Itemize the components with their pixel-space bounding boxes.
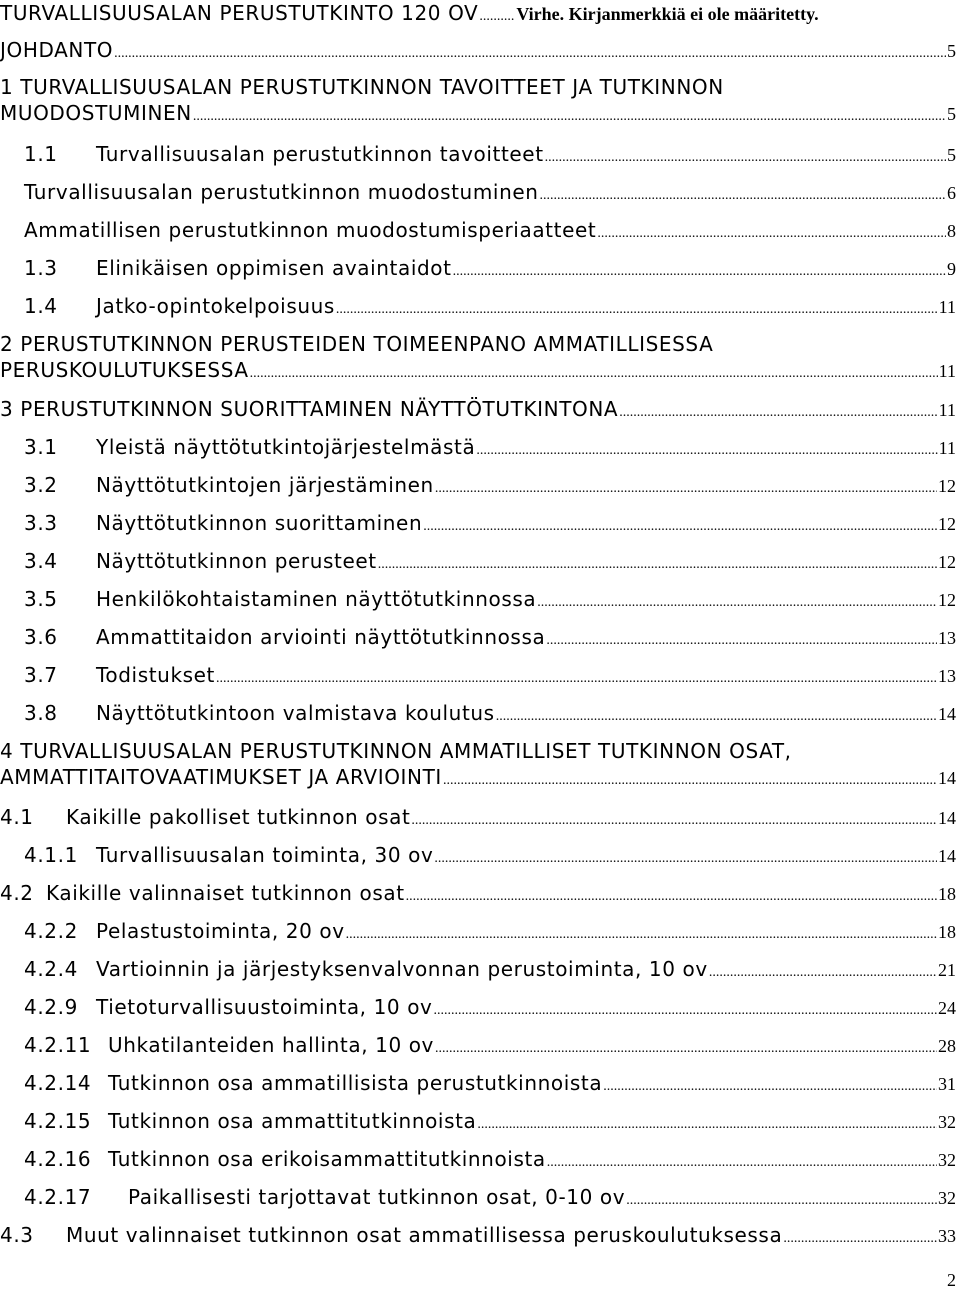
toc-entry-text: Henkilökohtaistaminen näyttötutkinnossa [96,587,537,611]
toc-entry-text: Kaikille pakolliset tutkinnon osat [66,805,411,829]
toc-entry-1[interactable] [0,74,956,126]
toc-entry-number: 4.3 [0,1223,34,1247]
toc-page-number: 13 [938,628,956,648]
toc-entry-text: Jatko-opintokelpoisuus [96,294,335,318]
toc-leader [411,808,937,834]
toc-page-number: 12 [938,552,956,572]
toc-page-number: 12 [938,476,956,496]
toc-entry-4-2-4[interactable] [24,956,956,982]
toc-entry-text: 1 TURVALLISUUSALAN PERUSTUTKINNON TAVOITTEET JA TUTKINNON [0,75,724,99]
toc-entry-4-2[interactable] [0,880,956,906]
toc-entry-number: 4.2.16 [24,1147,92,1171]
toc-entry-2[interactable] [0,331,956,383]
toc-entry-text: Todistukset [96,663,215,687]
toc-entry-number: 3.2 [24,473,58,497]
toc-entry-text: Näyttötutkintoon valmistava koulutus [96,701,495,725]
toc-page-number: 14 [938,846,956,866]
toc-page-number: 31 [938,1074,956,1094]
toc-page-number: 11 [938,438,956,458]
toc-entry-text: JOHDANTO [0,38,114,62]
toc-page-number: 32 [938,1112,956,1132]
toc-entry-number: 3.5 [24,587,58,611]
toc-leader [193,104,946,130]
toc-entry-3-5[interactable] [24,586,956,612]
toc-entry-4-2-2[interactable] [24,918,956,944]
toc-entry-4-2-16[interactable] [24,1146,956,1172]
toc-entry-text: Ammattitaidon arviointi näyttötutkinnossa [96,625,546,649]
toc-entry-text: Pelastustoiminta, 20 ov [96,919,345,943]
toc-leader [479,4,515,30]
toc-leader [453,259,946,285]
toc-entry-4-1-1[interactable] [24,842,956,868]
toc-entry-muodostuminen[interactable] [24,179,956,205]
toc-entry-4-3[interactable] [0,1222,956,1248]
toc-entry-number: 3.1 [24,435,58,459]
toc-leader [216,666,937,692]
toc-entry-3-2[interactable] [24,472,956,498]
toc-entry-johdanto[interactable] [0,37,956,63]
toc-leader [547,1150,937,1176]
toc-leader [423,514,937,540]
toc-leader [346,922,937,948]
toc-entry-text: TURVALLISUUSALAN PERUSTUTKINTO 120 OV [0,1,479,25]
toc-page-number: 18 [938,884,956,904]
toc-entry-4-2-14[interactable] [24,1070,956,1096]
toc-entry-number: 4.2.15 [24,1109,92,1133]
toc-entry-3-8[interactable] [24,700,956,726]
toc-entry-text: Turvallisuusalan toiminta, 30 ov [96,843,434,867]
toc-entry-text: Muut valinnaiset tutkinnon osat ammatillisessa peruskoulutuksessa [66,1223,783,1247]
toc-entry-3[interactable] [0,396,956,422]
toc-entry-4-2-11[interactable] [24,1032,956,1058]
toc-entry-number: 1.3 [24,256,58,280]
toc-entry-3-7[interactable] [24,662,956,688]
toc-entry-text-continued: MUODOSTUMINEN [0,101,192,125]
toc-entry-text: Kaikille valinnaiset tutkinnon osat [46,881,405,905]
toc-leader [603,1074,937,1100]
toc-leader [537,590,937,616]
toc-error-message: Virhe. Kirjanmerkkiä ei ole määritetty. [516,4,819,24]
toc-page-number: 14 [938,768,956,788]
toc-leader [114,41,946,67]
toc-page-number: 12 [938,514,956,534]
toc-page-number: 9 [947,259,956,279]
toc-entry-4-2-15[interactable] [24,1108,956,1134]
toc-entry-number: 3.8 [24,701,58,725]
toc-entry-number: 4.2 [0,881,34,905]
toc-page-number: 28 [938,1036,956,1056]
toc-page-number: 12 [938,590,956,610]
toc-entry-text: 4 TURVALLISUUSALAN PERUSTUTKINNON AMMATILLISET TUTKINNON OSAT, [0,739,792,763]
toc-entry-number: 4.1 [0,805,34,829]
toc-entry-number: 3.6 [24,625,58,649]
toc-entry-4-2-9[interactable] [24,994,956,1020]
toc-page-number: 14 [938,704,956,724]
toc-entry-1-3[interactable] [24,255,956,281]
toc-page-number: 33 [938,1226,956,1246]
toc-leader [783,1226,937,1252]
toc-entry-number: 1.1 [24,142,58,166]
toc-page-number: 14 [938,808,956,828]
toc-page-number: 8 [947,221,956,241]
toc-entry-4-2-17[interactable] [24,1184,956,1210]
toc-entry-text: Uhkatilanteiden hallinta, 10 ov [108,1033,434,1057]
toc-page-number: 11 [938,297,956,317]
toc-leader [477,1112,937,1138]
page-number: 2 [947,1270,956,1290]
toc-entry-4-1[interactable] [0,804,956,830]
toc-leader [336,297,938,323]
toc-leader [546,628,937,654]
toc-page-number: 32 [938,1188,956,1208]
toc-leader [540,183,946,209]
toc-page-number: 6 [947,183,956,203]
toc-entry-text: Tutkinnon osa ammattitutkinnoista [108,1109,477,1133]
toc-entry-text: Turvallisuusalan perustutkinnon tavoitteet [96,142,544,166]
toc-entry-number: 4.1.1 [24,843,78,867]
toc-page-number: 5 [947,41,956,61]
toc-page-number: 21 [938,960,956,980]
toc-entry-3-6[interactable] [24,624,956,650]
toc-entry-text: Elinikäisen oppimisen avaintaidot [96,256,452,280]
toc-leader [433,998,937,1024]
toc-entry-text: 2 PERUSTUTKINNON PERUSTEIDEN TOIMEENPANO AMMATILLISESSA [0,332,714,356]
toc-entry-text: Tutkinnon osa erikoisammattitutkinnoista [108,1147,546,1171]
toc-entry-text: Paikallisesti tarjottavat tutkinnon osat, 0-10 ov [128,1185,626,1209]
toc-entry-text-continued: PERUSKOULUTUKSESSA [0,358,249,382]
toc-page-number: 18 [938,922,956,942]
toc-leader [250,361,938,387]
toc-entry-text-continued: AMMATTITAITOVAATIMUKSET JA ARVIOINTI [0,765,442,789]
toc-entry-3-3[interactable] [24,510,956,536]
toc-leader [476,438,937,464]
toc-entry-title[interactable] [0,0,956,26]
toc-leader [545,145,946,171]
toc-page-number: 11 [938,400,956,420]
toc-leader [378,552,937,578]
toc-page-number: 5 [947,145,956,165]
toc-leader [626,1188,937,1214]
toc-leader [435,476,937,502]
toc-entry-periaatteet[interactable] [24,217,956,243]
toc-entry-text: Tutkinnon osa ammatillisista perustutkinnoista [108,1071,603,1095]
toc-entry-1-4[interactable] [24,293,956,319]
toc-entry-text: 3 PERUSTUTKINNON SUORITTAMINEN NÄYTTÖTUTKINTONA [0,397,619,421]
toc-entry-number: 1.4 [24,294,58,318]
toc-leader [619,400,937,426]
toc-entry-text: Näyttötutkinnon suorittaminen [96,511,423,535]
toc-page-number: 24 [938,998,956,1018]
toc-entry-text: Ammatillisen perustutkinnon muodostumisperiaatteet [24,218,597,242]
toc-leader [709,960,937,986]
toc-leader [434,846,937,872]
toc-entry-3-1[interactable] [24,434,956,460]
toc-entry-3-4[interactable] [24,548,956,574]
toc-entry-text: Vartioinnin ja järjestyksenvalvonnan perustoiminta, 10 ov [96,957,708,981]
toc-page-number: 13 [938,666,956,686]
toc-entry-1-1[interactable] [24,141,956,167]
toc-entry-text: Tietoturvallisuustoiminta, 10 ov [96,995,433,1019]
toc-entry-text: Näyttötutkinnon perusteet [96,549,377,573]
toc-page-number: 11 [938,361,956,381]
toc-leader [496,704,937,730]
toc-page-number: 5 [947,104,956,124]
toc-entry-number: 4.2.2 [24,919,78,943]
toc-entry-number: 3.4 [24,549,58,573]
toc-leader [597,221,946,247]
toc-page-number: 32 [938,1150,956,1170]
toc-entry-text: Turvallisuusalan perustutkinnon muodostuminen [24,180,539,204]
toc-entry-number: 4.2.17 [24,1185,92,1209]
toc-entry-4[interactable] [0,738,956,790]
toc-entry-number: 3.7 [24,663,58,687]
toc-entry-number: 3.3 [24,511,58,535]
toc-entry-number: 4.2.14 [24,1071,92,1095]
toc-leader [406,884,937,910]
toc-leader [443,768,937,794]
toc-entry-number: 4.2.11 [24,1033,92,1057]
toc-entry-number: 4.2.4 [24,957,78,981]
toc-entry-number: 4.2.9 [24,995,78,1019]
toc-leader [435,1036,937,1062]
toc-entry-text: Näyttötutkintojen järjestäminen [96,473,434,497]
toc-entry-text: Yleistä näyttötutkintojärjestelmästä [96,435,476,459]
